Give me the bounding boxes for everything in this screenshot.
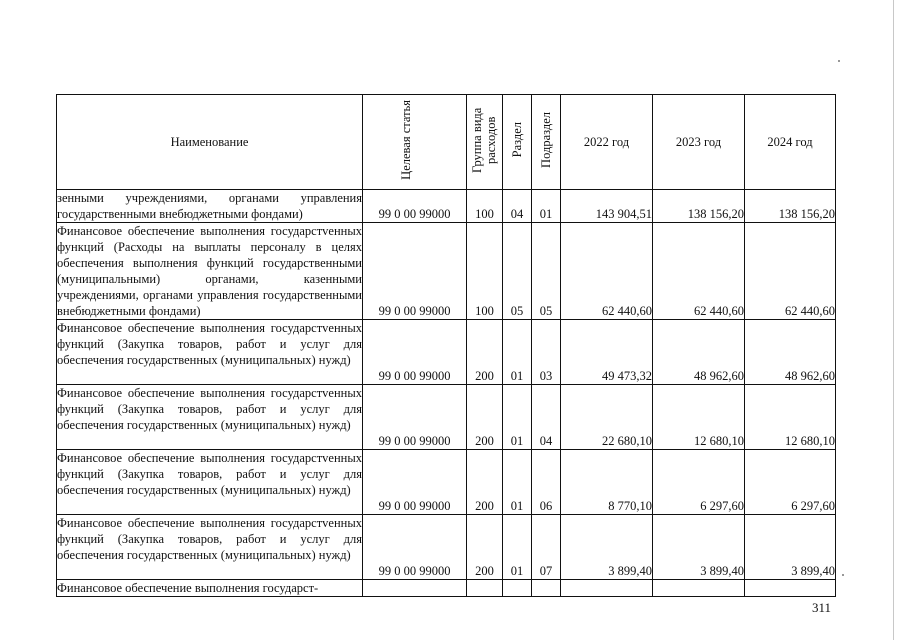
table-header-row bbox=[57, 95, 836, 190]
row-name: зенными учреждениями, органами управления государственными внебюджетными фондами) bbox=[57, 191, 362, 221]
row-2022: 8 770,10 bbox=[561, 450, 653, 515]
row-group: 100 bbox=[467, 223, 503, 320]
row-target: 99 0 00 99000 bbox=[363, 515, 467, 580]
row-group: 200 bbox=[467, 320, 503, 385]
row-subsection bbox=[532, 580, 561, 597]
row-section: 01 bbox=[503, 450, 532, 515]
row-group bbox=[467, 580, 503, 597]
row-2023: 3 899,40 bbox=[653, 515, 745, 580]
row-2022 bbox=[561, 580, 653, 597]
row-2023: 12 680,10 bbox=[653, 385, 745, 450]
row-2022: 143 904,51 bbox=[561, 190, 653, 223]
row-section: 01 bbox=[503, 515, 532, 580]
row-group: 200 bbox=[467, 385, 503, 450]
row-2024: 62 440,60 bbox=[745, 223, 836, 320]
row-section: 05 bbox=[503, 223, 532, 320]
table-row bbox=[57, 450, 836, 515]
row-target: 99 0 00 99000 bbox=[363, 450, 467, 515]
table-row bbox=[57, 385, 836, 450]
row-2023: 48 962,60 bbox=[653, 320, 745, 385]
budget-table bbox=[56, 94, 836, 597]
row-section: 01 bbox=[503, 385, 532, 450]
row-target: 99 0 00 99000 bbox=[363, 320, 467, 385]
row-subsection: 03 bbox=[532, 320, 561, 385]
row-section bbox=[503, 580, 532, 597]
row-2024: 12 680,10 bbox=[745, 385, 836, 450]
row-subsection: 04 bbox=[532, 385, 561, 450]
table-row bbox=[57, 190, 836, 223]
table-row bbox=[57, 580, 836, 597]
row-2022: 3 899,40 bbox=[561, 515, 653, 580]
row-2023: 6 297,60 bbox=[653, 450, 745, 515]
row-group: 100 bbox=[467, 190, 503, 223]
header-name: Наименование bbox=[57, 95, 363, 190]
row-target: 99 0 00 99000 bbox=[363, 223, 467, 320]
row-subsection: 06 bbox=[532, 450, 561, 515]
row-subsection: 05 bbox=[532, 223, 561, 320]
row-group: 200 bbox=[467, 450, 503, 515]
row-target: 99 0 00 99000 bbox=[363, 385, 467, 450]
header-group: Группа вида расходов bbox=[467, 95, 503, 190]
row-2024 bbox=[745, 580, 836, 597]
row-name: Финансовое обеспечение выполнения государстvенных функций (Закупка товаров, работ и услуг для обеспечения государственных (муниципальных) нужд) bbox=[57, 385, 363, 450]
row-2023 bbox=[653, 580, 745, 597]
row-name: Финансовое обеспечение выполнения государстvенных функций (Закупка товаров, работ и услуг для обеспечения государственных (муниципальных) нужд) bbox=[57, 450, 363, 515]
header-target: Целевая статья bbox=[363, 95, 467, 190]
row-2023: 138 156,20 bbox=[653, 190, 745, 223]
scan-speck bbox=[842, 574, 844, 576]
row-2024: 48 962,60 bbox=[745, 320, 836, 385]
table-row bbox=[57, 223, 836, 320]
row-subsection: 01 bbox=[532, 190, 561, 223]
header-year-3: 2024 год bbox=[745, 95, 836, 190]
scan-edge-line bbox=[893, 0, 894, 640]
row-group: 200 bbox=[467, 515, 503, 580]
row-2022: 62 440,60 bbox=[561, 223, 653, 320]
row-2023: 62 440,60 bbox=[653, 223, 745, 320]
row-2022: 49 473,32 bbox=[561, 320, 653, 385]
row-target: 99 0 00 99000 bbox=[363, 190, 467, 223]
table-row bbox=[57, 320, 836, 385]
row-target bbox=[363, 580, 467, 597]
table-row bbox=[57, 515, 836, 580]
row-2024: 6 297,60 bbox=[745, 450, 836, 515]
scan-speck bbox=[838, 60, 840, 62]
row-name: Финансовое обеспечение выполнения государстvенных функций (Расходы на выплаты персоналу в целях обеспечения выполнения функций государственными (муниципальными) органами, казенными учреждениями, органами управления государственными внебюджетными фондами) bbox=[57, 224, 362, 318]
header-section: Раздел bbox=[503, 95, 532, 190]
row-subsection: 07 bbox=[532, 515, 561, 580]
header-year-2: 2023 год bbox=[653, 95, 745, 190]
row-name: Финансовое обеспечение выполнения государстvенных функций (Закупка товаров, работ и услуг для обеспечения государственных (муниципальных) нужд) bbox=[57, 320, 363, 385]
page-number: 311 bbox=[812, 600, 832, 615]
row-2024: 138 156,20 bbox=[745, 190, 836, 223]
row-2024: 3 899,40 bbox=[745, 515, 836, 580]
row-2022: 22 680,10 bbox=[561, 385, 653, 450]
row-name: Финансовое обеспечение выполнения государстvенных функций (Закупка товаров, работ и услуг для обеспечения государственных (муниципальных) нужд) bbox=[57, 515, 363, 580]
header-subsection: Подраздел bbox=[532, 95, 561, 190]
row-name: Финансовое обеспечение выполнения государст- bbox=[57, 580, 363, 597]
row-section: 04 bbox=[503, 190, 532, 223]
header-year-1: 2022 год bbox=[561, 95, 653, 190]
row-section: 01 bbox=[503, 320, 532, 385]
